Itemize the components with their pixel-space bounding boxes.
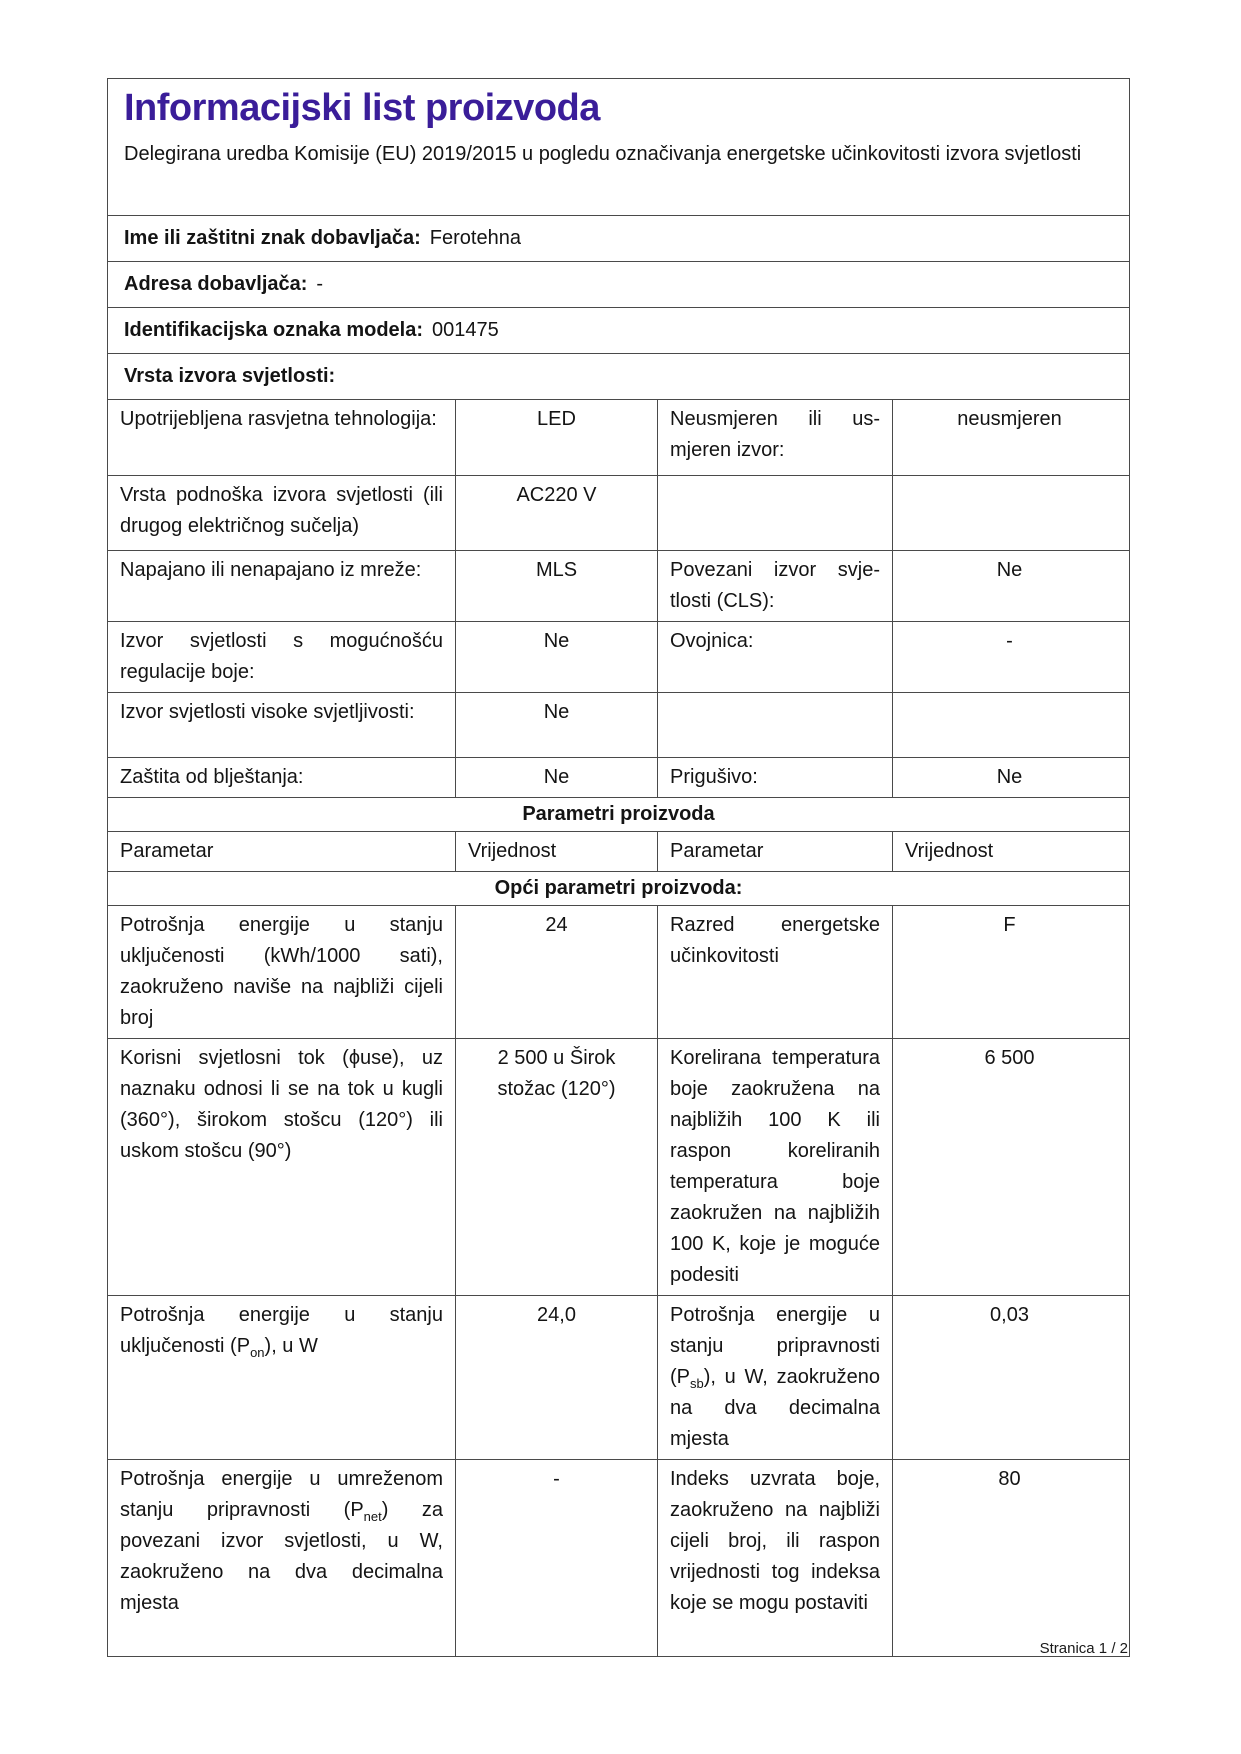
- table-row-power-on: [108, 1296, 1129, 1460]
- param-cell: Napajano ili nenapajano iz mreže:: [120, 559, 422, 581]
- table-row-high-luminance: [108, 693, 1129, 758]
- table-row-cap-type: [108, 476, 1129, 551]
- param-cell: Razred energetske učinkovitosti: [657, 906, 892, 1038]
- table-row-mains: [108, 551, 1129, 622]
- section-header-product-parameters: Parametri proizvoda: [108, 798, 1129, 832]
- value-cell: 24: [455, 906, 657, 1038]
- param-cell: Korelirana temperatura boje zaokružena na najbližih 100 K ili raspon koreliranih temperatura boje zaokružen na najbližih 100 K, koje je moguće podesiti: [657, 1039, 892, 1295]
- value-cell: [892, 476, 1126, 550]
- value-cell: [892, 693, 1126, 757]
- value-cell: Ne: [455, 758, 657, 797]
- table-row-networked-standby: [108, 1460, 1129, 1656]
- page-number: Stranica 1 / 2: [1039, 1640, 1128, 1657]
- model-id-row: [108, 308, 1129, 354]
- supplier-address-row: [108, 262, 1129, 308]
- table-row-useful-flux: [108, 1039, 1129, 1296]
- supplier-address-label: Adresa dobavljača:: [124, 273, 308, 295]
- value-cell: F: [892, 906, 1126, 1038]
- value-cell: 6 500: [892, 1039, 1126, 1295]
- light-source-type-label: Vrsta izvora svjetlosti:: [124, 365, 336, 387]
- header-cell-parametar-1: Parametar: [120, 840, 214, 862]
- light-source-type-row: [108, 354, 1129, 400]
- param-cell: Korisni svjetlosni tok (ϕuse), uz naznaku odnosi li se na tok u kugli (360°), širokom stošcu (120°) ili uskom stošcu (90°): [120, 1047, 443, 1162]
- product-info-sheet: [107, 78, 1130, 1657]
- param-cell: Potrošnja energije u stanju uključenosti (kWh/1000 sati), zaokruženo naviše na najbliži cijeli broj: [120, 914, 443, 1029]
- param-cell: Potrošnja energije u stanju uključenosti $(P_{on})$, u W: [120, 1304, 443, 1360]
- table-row-colour-tunable: [108, 622, 1129, 693]
- param-cell: Izvor svjetlosti s mogućnošću regulacije boje:: [120, 630, 443, 683]
- title-block: [108, 79, 1129, 216]
- value-cell: 2 500 u Širok stožac (120°): [455, 1039, 657, 1295]
- param-cell: Povezani izvor svjetlosti (CLS):: [657, 551, 892, 621]
- param-cell: Prigušivo:: [657, 758, 892, 797]
- header-cell-vrijednost-1: Vrijednost: [455, 832, 657, 871]
- table-row-technology: [108, 400, 1129, 476]
- value-cell: LED: [455, 400, 657, 475]
- param-cell: Izvor svjetlosti visoke svjetljivosti:: [120, 701, 415, 723]
- value-cell: 0,03: [892, 1296, 1126, 1459]
- document-subtitle: Delegirana uredba Komisije (EU) 2019/2015 u pogledu označivanja energetske učinkovitosti izvora svjetlosti: [124, 142, 1082, 165]
- table-row-energy-on-mode: [108, 906, 1129, 1039]
- param-cell: Ovojnica:: [657, 622, 892, 692]
- supplier-name-value: Ferotehna: [429, 227, 521, 249]
- value-cell: Ne: [892, 758, 1126, 797]
- table-row-glare: [108, 758, 1129, 798]
- value-cell: Ne: [455, 693, 657, 757]
- parameter-header-row: [108, 832, 1129, 872]
- value-cell: 80: [892, 1460, 1126, 1656]
- param-cell: Potrošnja energije u stanju pripravnosti $(P_{sb})$, u W, zaokruženo na dva decimalna mjesta: [657, 1296, 892, 1459]
- param-cell: [657, 476, 892, 550]
- header-cell-parametar-2: Parametar: [657, 832, 892, 871]
- value-cell: Ne: [892, 551, 1126, 621]
- section-header-general-parameters: Opći parametri proizvoda:: [108, 872, 1129, 906]
- value-cell: neusmjeren: [892, 400, 1126, 475]
- supplier-name-label: Ime ili zaštitni znak dobavljača:: [124, 227, 421, 249]
- supplier-name-row: [108, 216, 1129, 262]
- param-cell: Vrsta podnoška izvora svjetlosti (ili drugog električnog sučelja): [120, 484, 443, 537]
- header-cell-vrijednost-2: Vrijednost: [892, 832, 1126, 871]
- document-title: Informacijski list proizvoda: [124, 87, 600, 129]
- value-cell: -: [892, 622, 1126, 692]
- supplier-address-value: -: [316, 273, 324, 295]
- param-cell: Zaštita od blještanja:: [120, 766, 304, 788]
- value-cell: -: [455, 1460, 657, 1656]
- param-cell: Upotrijebljena rasvjetna tehnologija:: [120, 408, 437, 430]
- param-cell: Indeks uzvrata boje, zaokruženo na najbliži cijeli broj, ili raspon vrijednosti tog indeksa koje se mogu postaviti: [657, 1460, 892, 1656]
- value-cell: AC220 V: [455, 476, 657, 550]
- param-cell: Potrošnja energije u umreženom stanju pripravnosti $(P_{net})$ za povezani izvor svjetlosti, u W, zaokruženo na dva decimalna mjesta: [120, 1468, 443, 1614]
- param-cell: Neusmjeren ili usmjeren izvor:: [657, 400, 892, 475]
- value-cell: 24,0: [455, 1296, 657, 1459]
- value-cell: MLS: [455, 551, 657, 621]
- model-id-value: 001475: [432, 319, 499, 341]
- value-cell: Ne: [455, 622, 657, 692]
- model-id-label: Identifikacijska oznaka modela:: [124, 319, 423, 341]
- param-cell: [657, 693, 892, 757]
